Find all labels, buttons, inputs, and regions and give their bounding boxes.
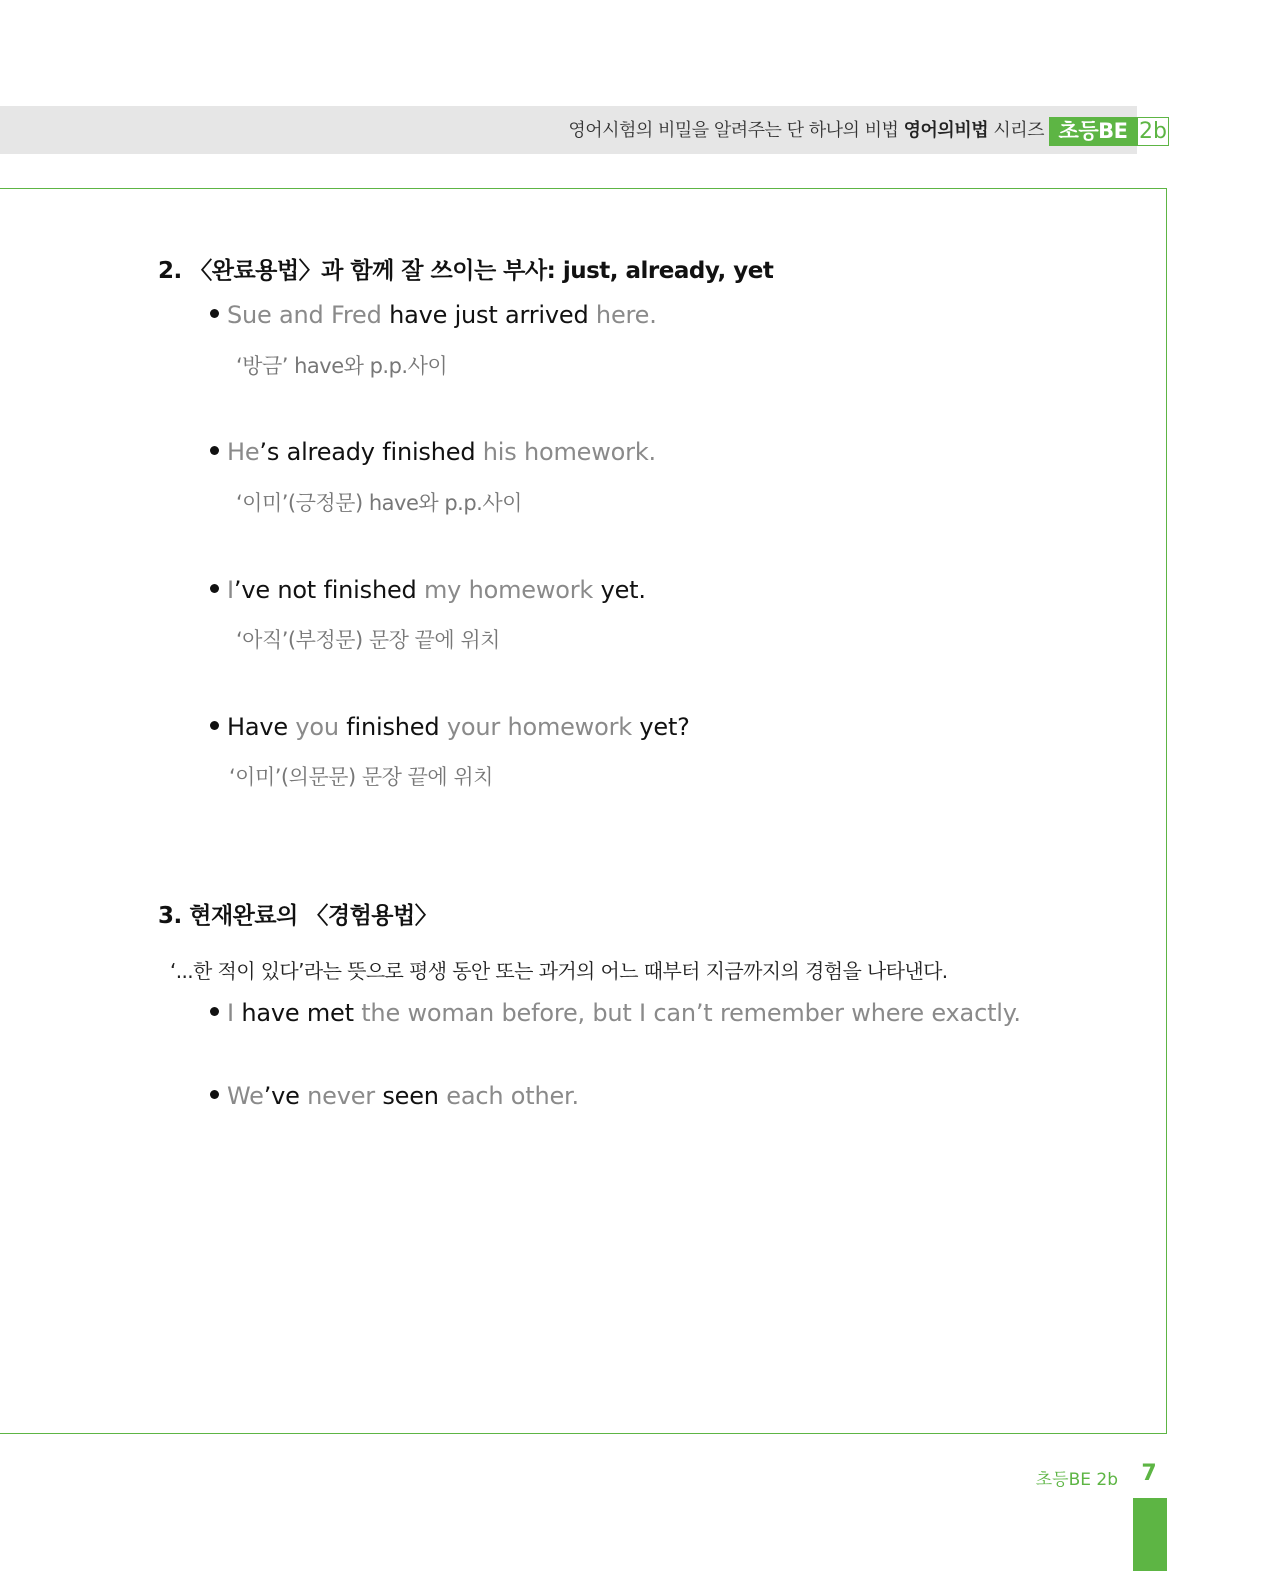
- bullet-icon: [210, 721, 219, 730]
- section-3-title: 3. 현재완료의 〈경험용법〉: [158, 903, 438, 929]
- footer-book-label: 초등BE 2b: [1035, 1470, 1118, 1490]
- sentence-key-phrase: have just arrived: [389, 301, 589, 329]
- sentence-fragment: He: [227, 438, 260, 466]
- sentence-fragment: Sue and Fred: [227, 301, 390, 329]
- sentence-fragment: his homework.: [475, 438, 656, 466]
- sentence-key-phrase: Have: [227, 713, 288, 741]
- content-frame: [0, 188, 1167, 1434]
- example-note: ‘이미’(의문문) 문장 끝에 위치: [229, 765, 493, 789]
- sentence-key-phrase: yet.: [600, 576, 646, 604]
- example-sentence: [210, 301, 657, 329]
- sentence-text: [227, 713, 690, 741]
- section-2-title: 2. 〈완료용법〉과 함께 잘 쓰이는 부사: just, already, yet: [158, 258, 774, 284]
- sentence-fragment: I: [227, 576, 234, 604]
- page-tab-marker: [1133, 1498, 1167, 1571]
- brand-badge: 초등BE: [1049, 117, 1137, 146]
- sentence-text: [227, 1082, 579, 1110]
- sentence-key-phrase: yet?: [639, 713, 690, 741]
- sentence-fragment: the woman before, but I can’t remember where exactly.: [353, 999, 1021, 1027]
- bullet-icon: [210, 446, 219, 455]
- sentence-fragment: here.: [588, 301, 657, 329]
- example-note: ‘이미’(긍정문) have와 p.p.사이: [236, 491, 522, 515]
- bullet-icon: [210, 1090, 219, 1099]
- section-3-description: ‘...한 적이 있다’라는 뜻으로 평생 동안 또는 과거의 어느 때부터 지금까지의 경험을 나타낸다.: [170, 959, 948, 983]
- sentence-text: [227, 576, 646, 604]
- sentence-fragment: We: [227, 1082, 264, 1110]
- example-sentence: [210, 1082, 579, 1110]
- header-tagline-text: 영어시험의 비밀을 알려주는 단 하나의 비법: [568, 120, 904, 141]
- brand-level-badge: 2b: [1137, 117, 1169, 146]
- example-note: ‘방금’ have와 p.p.사이: [236, 354, 448, 378]
- sentence-text: [227, 999, 1021, 1027]
- sentence-text: [227, 301, 657, 329]
- bullet-icon: [210, 1007, 219, 1016]
- sentence-key-phrase: ’ve: [263, 1082, 300, 1110]
- sentence-fragment: my homework: [416, 576, 601, 604]
- page-number: 7: [1141, 1461, 1157, 1486]
- sentence-key-phrase: ’s already finished: [259, 438, 476, 466]
- sentence-key-phrase: ’ve not finished: [233, 576, 417, 604]
- sentence-fragment: never: [299, 1082, 383, 1110]
- sentence-fragment: you: [287, 713, 347, 741]
- header-series-name: 영어의비법: [903, 120, 989, 141]
- sentence-text: [227, 438, 656, 466]
- sentence-key-phrase: finished: [346, 713, 440, 741]
- sentence-key-phrase: have met: [241, 999, 354, 1027]
- example-sentence: [210, 999, 1021, 1027]
- bullet-icon: [210, 309, 219, 318]
- sentence-fragment: I: [227, 999, 242, 1027]
- sentence-fragment: your homework: [439, 713, 640, 741]
- bullet-icon: [210, 584, 219, 593]
- header-series-suffix: 시리즈: [988, 120, 1044, 141]
- example-note: ‘아직’(부정문) 문장 끝에 위치: [236, 628, 500, 652]
- example-sentence: [210, 713, 690, 741]
- example-sentence: [210, 576, 646, 604]
- example-sentence: [210, 438, 656, 466]
- sentence-fragment: each other.: [438, 1082, 579, 1110]
- header-tagline: [560, 118, 1044, 144]
- sentence-key-phrase: seen: [382, 1082, 439, 1110]
